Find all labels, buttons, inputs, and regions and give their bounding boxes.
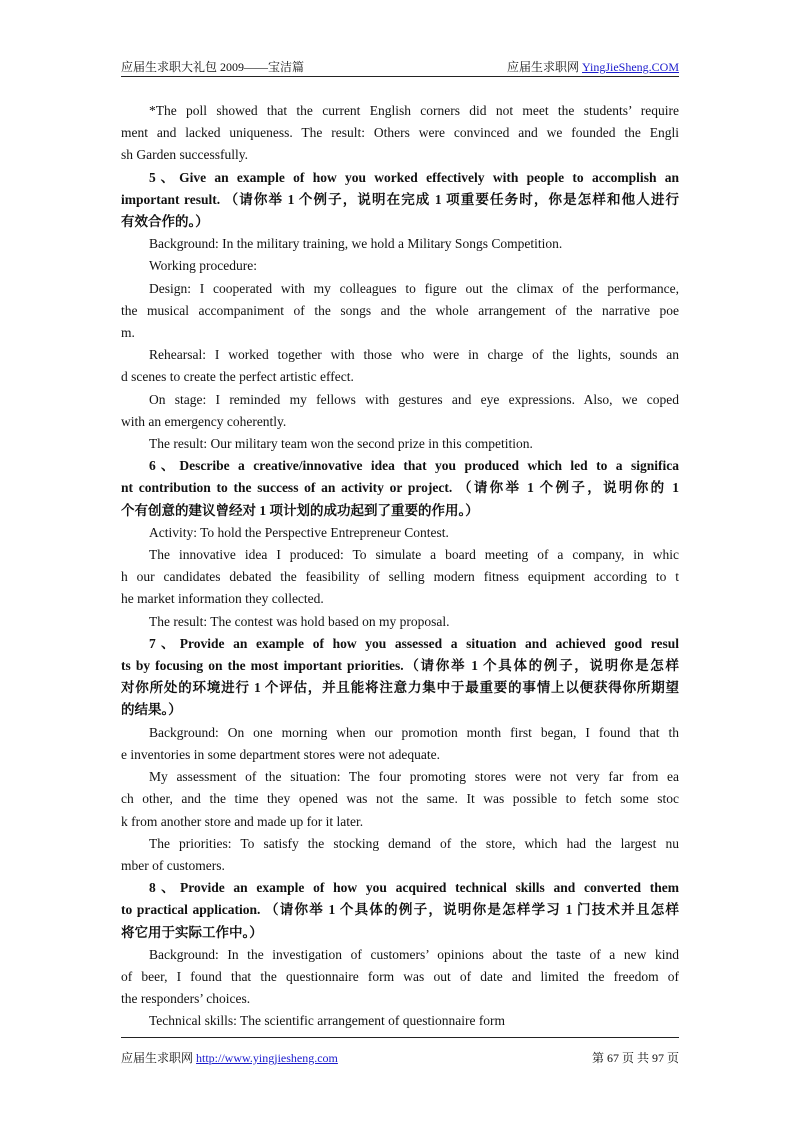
text-line: Background: On one morning when our promotion month first began, I found that th (149, 724, 679, 740)
text-line: The result: The contest was hold based on my proposal. (149, 613, 450, 629)
footer-site-link[interactable]: http://www.yingjiesheng.com (196, 1051, 338, 1065)
header-site (507, 58, 679, 75)
text-line: The innovative idea I produced: To simulate a board meeting of a company, in whic (149, 547, 679, 563)
text-line: h our candidates debated the feasibility of selling modern fitness equipment according to t (121, 569, 679, 585)
text-line: My assessment of the situation: The four promoting stores were not very far from ea (149, 769, 679, 785)
text-line: the musical accompaniment of the songs and the whole arrangement of the narrative poe (121, 302, 679, 318)
question-line: ts by focusing on the most important priorities.（请你举 1 个具体的例子，说明你是怎样 (121, 658, 679, 674)
header-site-link[interactable]: YingJieSheng.COM (581, 60, 679, 74)
question-line: to practical application. （请你举 1 个具体的例子，说明你是怎样学习 1 门技术并且怎样 (121, 902, 679, 918)
question-line: 5、Give an example of how you worked effectively with people to accomplish an (149, 169, 679, 185)
text-line: Technical skills: The scientific arrangement of questionnaire form (149, 1013, 506, 1029)
text-line: d scenes to create the perfect artistic effect. (121, 369, 354, 385)
text-line: he market information they collected. (121, 591, 324, 607)
text-line: ment and lacked uniqueness. The result: Others were convinced and we founded the Engli (121, 125, 679, 141)
header-site-label: 应届生求职网 (506, 60, 582, 74)
text-line: On stage: I reminded my fellows with gestures and eye expressions. Also, we coped (149, 391, 679, 407)
text-line: of beer, I found that the questionnaire form was out of date and limited the freedom of (121, 968, 679, 984)
text-line: The result: Our military team won the second prize in this competition. (149, 436, 533, 452)
question-line: nt contribution to the success of an activity or project. （请你举 1 个例子，说明你的 1 (121, 480, 679, 496)
page-footer (121, 1037, 679, 1065)
text-line: sh Garden successfully. (121, 147, 248, 163)
document-body (121, 100, 679, 1033)
text-line: The priorities: To satisfy the stocking demand of the store, which had the largest nu (149, 835, 679, 851)
footer-site-label: 应届生求职网 (121, 1051, 197, 1065)
question-line: important result. （请你举 1 个例子，说明在完成 1 项重要任务时，你是怎样和他人进行 (121, 191, 679, 207)
footer-site (121, 1049, 338, 1066)
text-line: *The poll showed that the current English corners did not meet the students’ require (149, 103, 679, 118)
question-line: 6、Describe a creative/innovative idea that you produced which led to a significa (149, 458, 679, 474)
text-line: Design: I cooperated with my colleagues to figure out the climax of the performance, (149, 280, 679, 296)
text-line: e inventories in some department stores were not adequate. (121, 746, 441, 762)
page-header (121, 56, 679, 77)
question-line: 7、Provide an example of how you assessed a situation and achieved good resul (149, 635, 679, 651)
text-line: Activity: To hold the Perspective Entrepreneur Contest. (149, 524, 449, 540)
question-line: 对你所处的环境进行 1 个评估，并且能将注意力集中于最重要的事情上以便获得你所期望 (121, 680, 679, 696)
page-number: 第 67 页 共 97 页 (591, 1051, 679, 1065)
text-line: k from another store and made up for it later. (121, 813, 364, 829)
text-line: Rehearsal: I worked together with those who were in charge of the lights, sounds an (149, 347, 679, 363)
question-line: 将它用于实际工作中。） (121, 924, 263, 940)
text-line: with an emergency coherently. (121, 413, 287, 429)
text-line: Background: In the investigation of customers’ opinions about the taste of a new kind (149, 946, 679, 962)
question-line: 有效合作的。） (121, 214, 209, 230)
text-line: m. (121, 325, 135, 341)
question-line: 8、Provide an example of how you acquired technical skills and converted them (149, 880, 679, 896)
header-title: 应届生求职大礼包 2009——宝洁篇 (121, 60, 305, 74)
text-line: ch other, and the time they opened was not the same. It was possible to fetch some stoc (121, 791, 679, 807)
text-line: the responders’ choices. (121, 991, 251, 1007)
text-line: Background: In the military training, we hold a Military Songs Competition. (149, 236, 563, 252)
text-line: Working procedure: (149, 258, 257, 274)
text-line: mber of customers. (121, 857, 225, 873)
question-line: 个有创意的建议曾经对 1 项计划的成功起到了重要的作用。） (121, 502, 479, 518)
question-line: 的结果。） (121, 702, 182, 718)
